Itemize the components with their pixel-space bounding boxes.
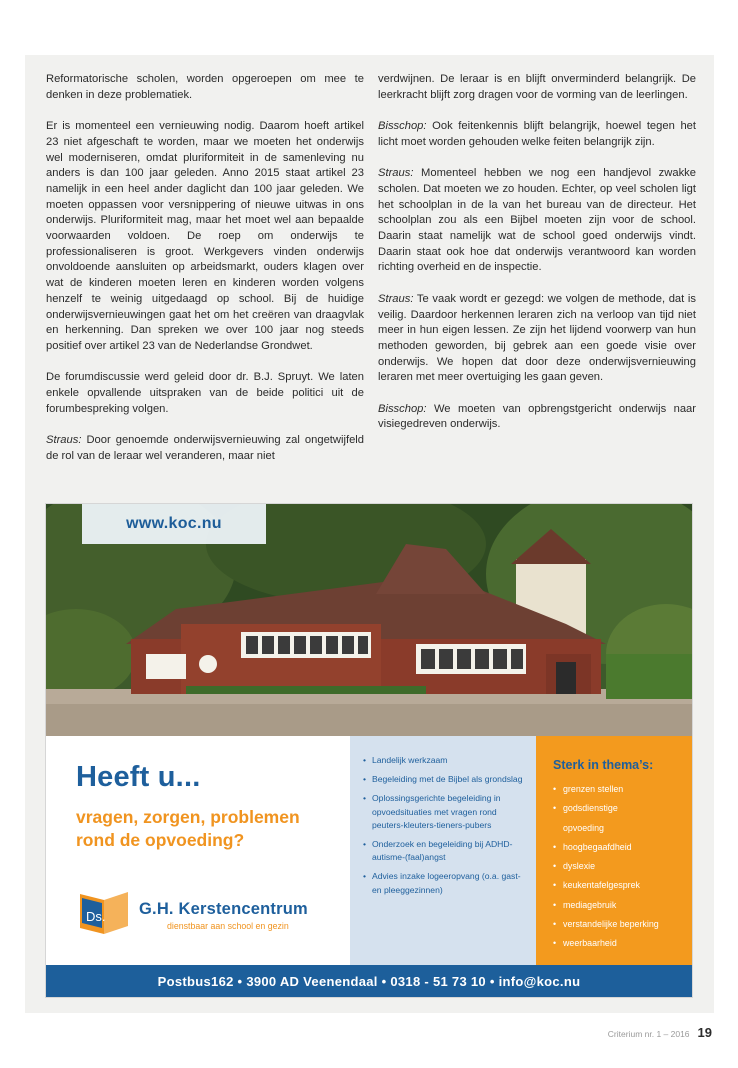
service-item: • Advies inzake logeeropvang (o.a. gast- en pleeggezinnen) — [372, 870, 524, 896]
ad-headline: Heeft u... — [76, 761, 201, 793]
paragraph: Reformatorische scholen, worden opgeroepen om mee te denken in deze problematiek. — [46, 73, 364, 101]
theme-item: • weerbaarheid — [553, 934, 688, 953]
contact-bar — [46, 965, 692, 997]
theme-item: • keukentafelgesprek — [553, 876, 688, 895]
website-banner[interactable] — [82, 504, 266, 544]
services-list — [350, 736, 536, 897]
journal-caption: Criterium nr. 1 – 2016 — [607, 1029, 690, 1039]
speaker-label: Bisschop: — [378, 402, 427, 415]
logo-ds-text: Ds. — [86, 909, 106, 924]
paragraph: Straus: Momenteel hebben we nog een handjevol zwakke scholen. Dat moeten we zo houden. Echter, op veel scholen ligt het schoolplan in de la van het bureau van de directeur. Het schoolplan zou als een Bijbel moeten zijn voor de school. Daarin staat namelijk wat de school goed onderwijs vindt. Daarin staat ook hoe dat onderwijs verantwoord kan worden richting overheid en de inspectie. — [378, 167, 696, 274]
logo-name: G.H. Kerstencentrum — [139, 900, 308, 918]
logo-tagline: dienstbaar aan school en gezin — [167, 921, 289, 931]
service-item: • Onderzoek en begeleiding bij ADHD-autisme-(faal)angst — [372, 838, 524, 864]
ad-subline-1: vragen, zorgen, problemen — [76, 807, 300, 827]
book-logo-icon — [78, 888, 130, 938]
ad-subline — [76, 806, 346, 852]
service-item: • Oplossingsgerichte begeleiding in opvoedsituaties met vragen rond peuters-kleuters-tieners-pubers — [372, 792, 524, 832]
speaker-label: Straus: — [46, 434, 82, 447]
service-item: • Landelijk werkzaam — [372, 754, 524, 767]
kerstencentrum-logo — [78, 884, 348, 946]
paragraph: De forumdiscussie werd geleid door dr. B.J. Spruyt. We laten enkele opvallende uitspraken van de beide politici uit de forumbespreking volgen. — [46, 371, 364, 415]
theme-item: • grenzen stellen — [553, 780, 688, 799]
article-column-left — [46, 72, 364, 480]
theme-item: opvoeding — [563, 822, 604, 833]
services-panel — [350, 736, 536, 965]
ad-subline-2: rond de opvoeding? — [76, 830, 245, 850]
page-number: 19 — [697, 1025, 712, 1040]
themes-title: Sterk in thema’s: — [553, 758, 654, 772]
service-item: • Begeleiding met de Bijbel als grondslag — [372, 773, 524, 786]
paragraph: Bisschop: We moeten van opbrengstgericht onderwijs naar visiegedreven onderwijs. — [378, 402, 697, 431]
theme-item: • mediagebruik — [553, 896, 688, 915]
theme-item: • hoogbegaafdheid — [553, 838, 688, 857]
paragraph: Straus: Door genoemde onderwijsvernieuwing zal ongetwijfeld de rol van de leraar wel veranderen, maar niet — [46, 434, 364, 462]
theme-item: • dyslexie — [553, 857, 688, 876]
speaker-label: Bisschop: — [378, 120, 427, 133]
advertisement — [45, 503, 693, 998]
speaker-label: Straus: — [378, 167, 414, 180]
paragraph: Er is momenteel een vernieuwing nodig. Daarom hoeft artikel 23 niet afgeschaft te worden, maar we moeten het onderwijs wel moderniseren, omdat pluriformiteit in de samenleving nu anders is dan 100 jaar geleden. Anno 2015 staat artikel 23 namelijk in een heel ander daglicht dan 100 jaar geleden. We moeten oppassen voor versnippering of nieuwe uitwas in ons onderwijs. Pluriformiteit mag, maar het moet wel aan bepaalde voorwaarden voldoen. De roep om onderwijs te professionaliseren is groot. Werkgevers vinden onderwijs onvoldoende aansluiten op arbeidsmarkt, ouders klagen over wat de kinderen moeten leren en kinderen worden volgens henzelf te weinig uitgedaagd op school. Bij de huidige onderwijsvernieuwingen gaat het om het creëren van draagvlak en herkenning. Dan spreken we over 100 jaar nog steeds positief over artikel 23 van de Nederlandse Grondwet. — [46, 120, 364, 352]
article-column-right — [378, 72, 696, 449]
speaker-label: Straus: — [378, 292, 414, 305]
themes-list — [553, 780, 688, 954]
website-url[interactable]: www.koc.nu — [126, 515, 222, 532]
contact-info: Postbus162 • 3900 AD Veenendaal • 0318 - 51 73 10 • info@koc.nu — [157, 973, 581, 989]
ad-headline-panel — [46, 736, 350, 965]
page-footer — [608, 1025, 712, 1040]
paragraph: verdwijnen. De leraar is en blijft onverminderd belangrijk. De leerkracht blijft zorg dragen voor de vorming van de leerlingen. — [378, 73, 696, 101]
themes-panel — [536, 736, 692, 965]
theme-item: • godsdienstige — [553, 799, 688, 818]
paragraph: Straus: Te vaak wordt er gezegd: we volgen de methode, dat is veilig. Daardoor herkennen leraren zich na verloop van tijd niet meer in hun eigen lessen. Ze zijn het lijdend voorwerp van hun methoden geworden, bij gebrek aan een goede visie over onderwijs. We hopen dat door deze onderwijsvernieuwing leraren met meer overtuiging les gaan geven. — [378, 292, 696, 384]
building-photo — [46, 504, 692, 736]
paragraph: Bisschop: Ook feitenkennis blijft belangrijk, hoewel tegen het licht moet worden gehouden welke feiten belangrijk zijn. — [378, 120, 696, 148]
theme-item: • verstandelijke beperking — [553, 915, 688, 934]
